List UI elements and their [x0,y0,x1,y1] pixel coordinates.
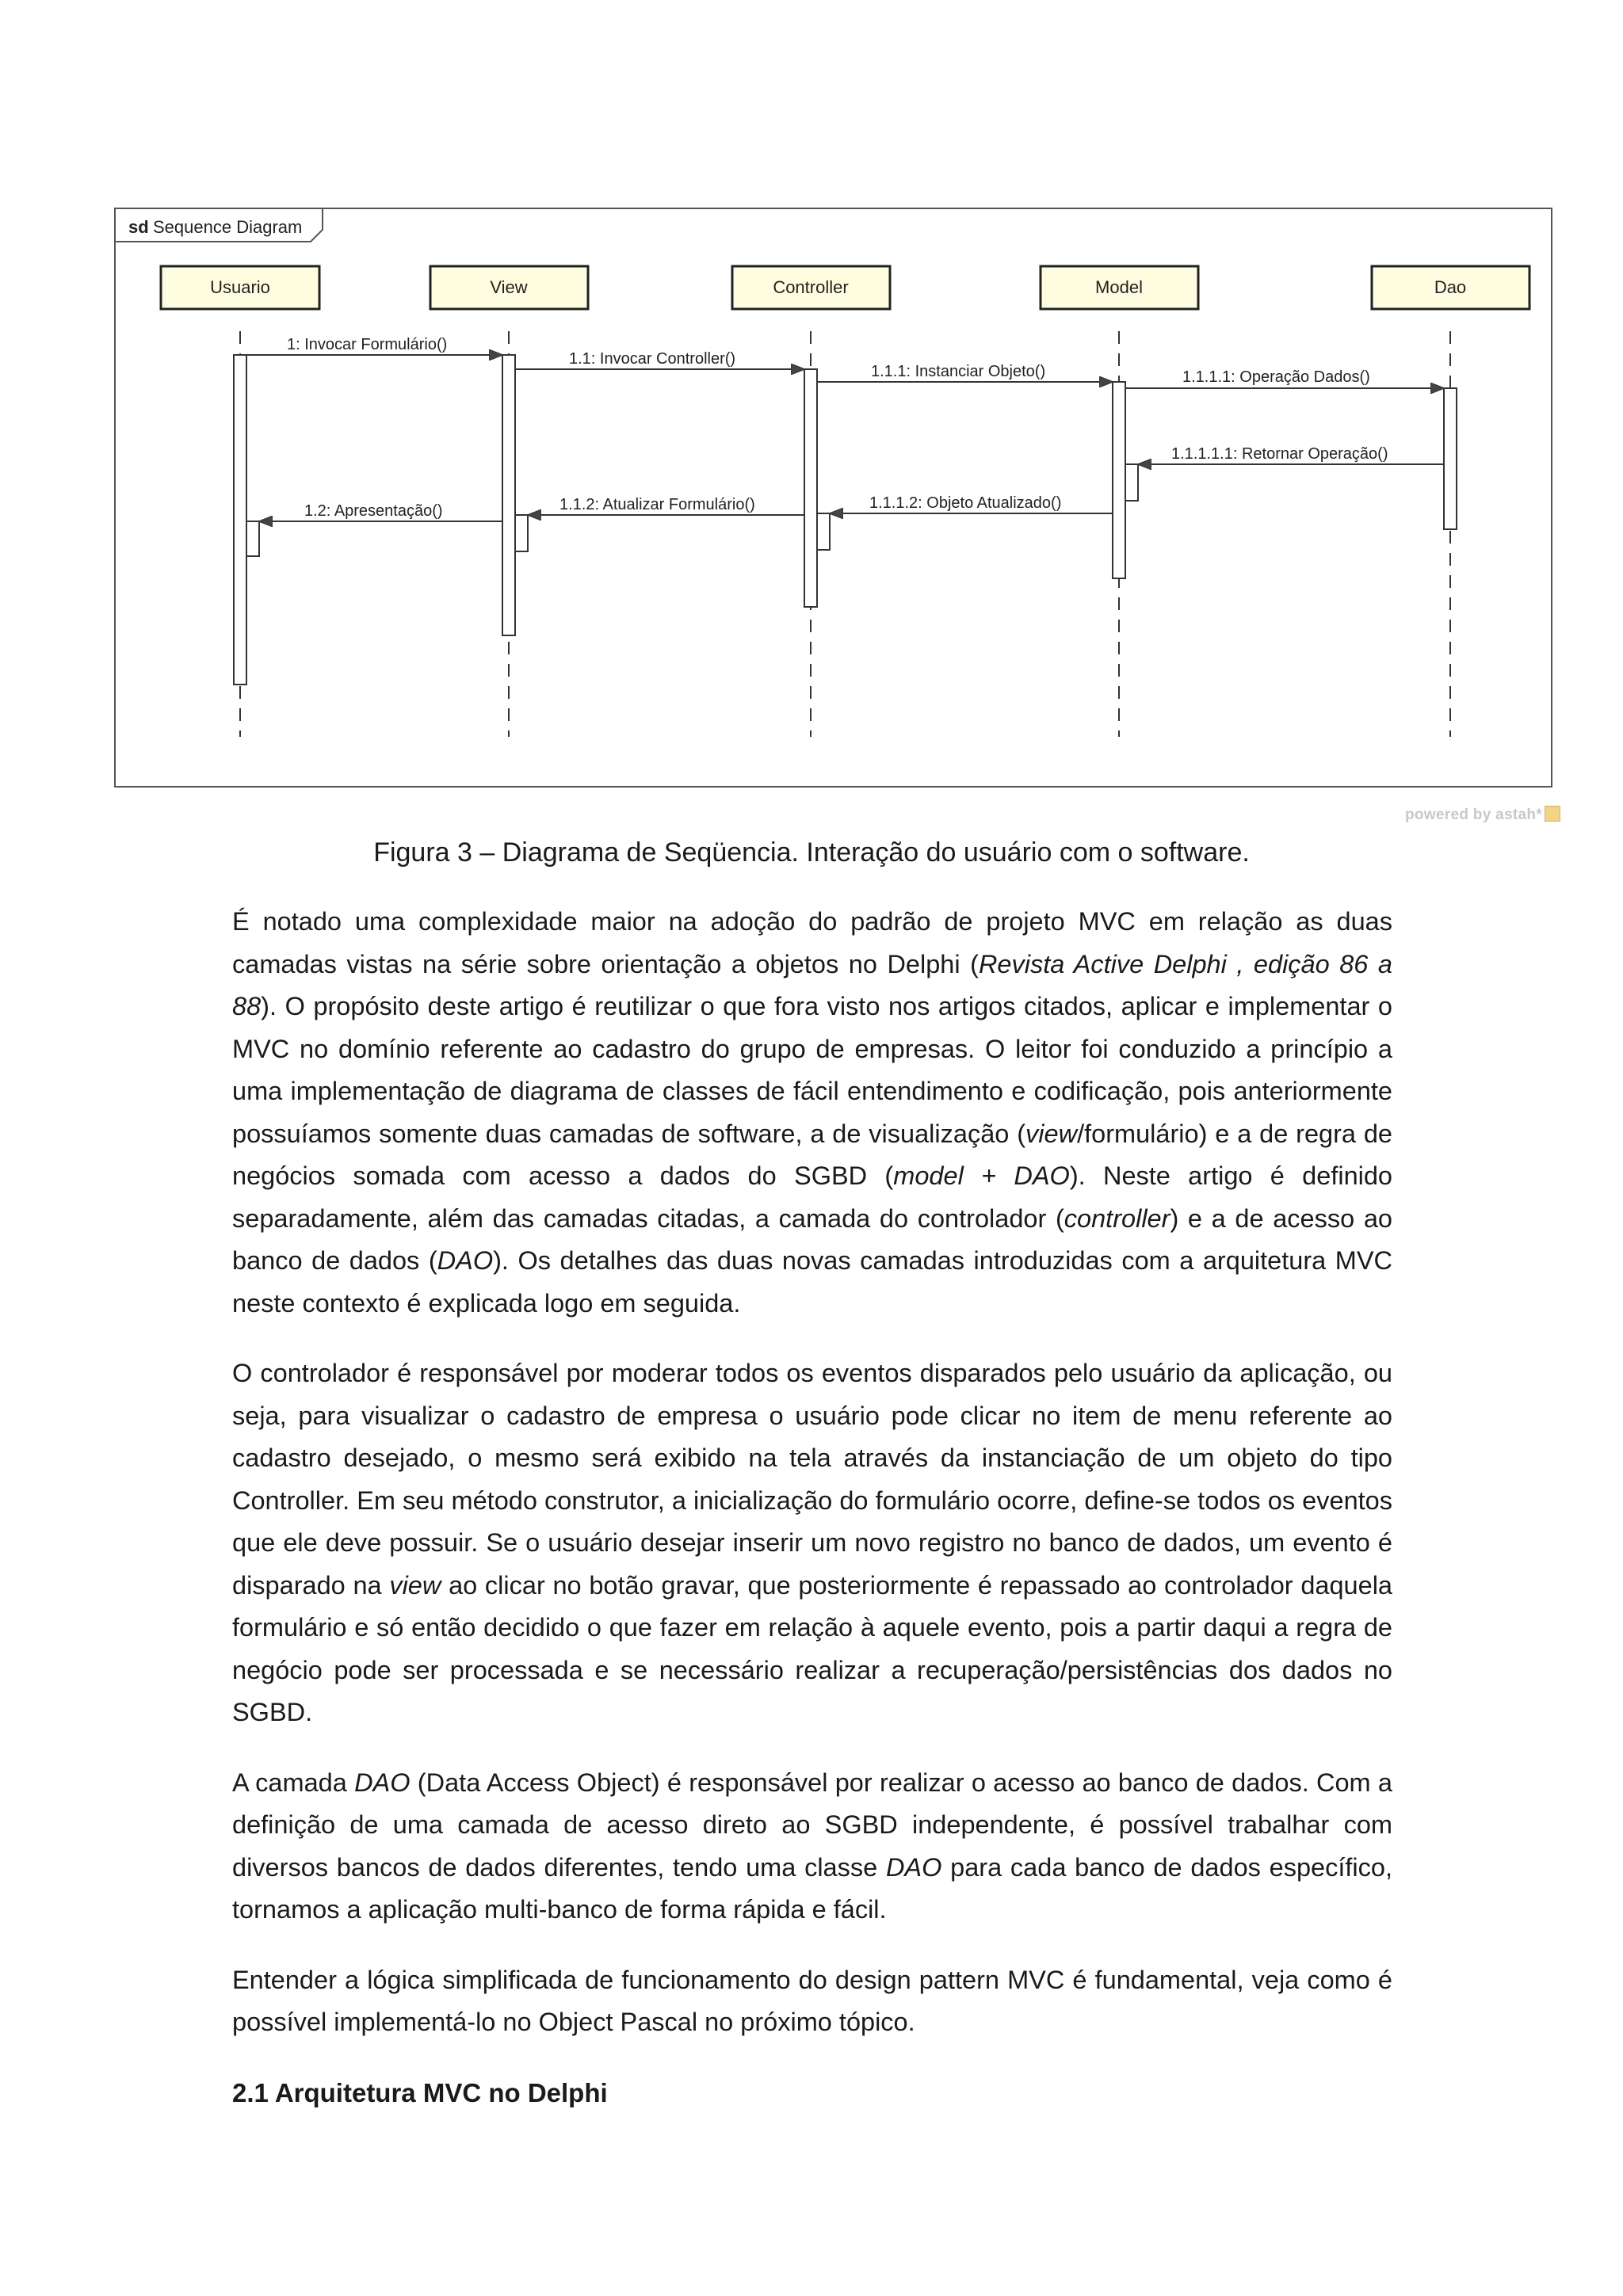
activation-controller [804,369,817,607]
paragraph-4: Entender a lógica simplificada de funcionamento do design pattern MVC é fundamental, veja como é possível implementá-lo no Object Pascal no próximo tópico. [232,1965,1392,2036]
svg-text:Usuario: Usuario [210,277,270,297]
paragraph-2: O controlador é responsável por moderar todos os eventos disparados pelo usuário da aplicação, ou seja, para visualizar o cadastro de empresa o usuário pode clicar no item de menu referente ao cadastro desejado, o mesmo será exibido na tela através da instanciação de um objeto do tipo Controller. Em seu método construtor, a inicialização do formulário ocorre, define-se todos os eventos que ele deve possuir. Se o usuário desejar inserir um novo registro no banco de dados, um evento é disparado na view ao clicar no botão gravar, que posteriormente é repassado ao controlador daquela formulário e só então decidido o que fazer em relação à aquele evento, pois a partir daqui a regra de negócio pode ser processada e se necessário realizar a recuperação/persistências dos dados no SGBD. [232,1359,1392,1726]
lifeline-dao [1372,266,1529,309]
lifeline-view [430,266,588,309]
activation-usuario-self [246,521,259,556]
lifeline-usuario [161,266,319,309]
activation-view [502,355,515,635]
svg-text:View: View [490,277,528,297]
message-1-1-1-1-label: 1.1.1.1: Operação Dados() [1182,368,1370,386]
frame-label: Sequence Diagram [153,217,303,237]
lifeline-model [1041,266,1198,309]
paragraph-1: É notado uma complexidade maior na adoção do padrão de projeto MVC em relação as duas camadas vistas na série sobre orientação a objetos no Delphi (Revista Active Delphi , edição 86 a 88). O propósito deste artigo é reutilizar o que fora visto nos artigos citados, aplicar e implementar o MVC no domínio referente ao cadastro do grupo de empresas. O leitor foi conduzido a princípio a uma implementação de diagrama de classes de fácil entendimento e codificação, pois anteriormente possuíamos somente duas camadas de software, a de visualização (view/formulário) e a de regra de negócios somada com acesso a dados do SGBD (model + DAO). Neste artigo é definido separadamente, além das camadas citadas, a camada do controlador (controller) e a de acesso ao banco de dados (DAO). Os detalhes das duas novas camadas introduzidas com a arquitetura MVC neste contexto é explicada logo em seguida. [232,907,1393,1318]
message-1-1-2-label: 1.1.2: Atualizar Formulário() [559,496,755,513]
message-1-label: 1: Invocar Formulário() [287,336,448,353]
activation-model [1113,382,1125,578]
section-heading: 2.1 Arquitetura MVC no Delphi [232,2077,608,2107]
activation-view-self [515,515,528,551]
activation-model-self [1125,464,1138,501]
astah-logo-icon [1545,806,1560,822]
sequence-diagram [0,0,1623,824]
activation-controller-self [817,513,830,550]
powered-by-text: powered by astah* [1405,807,1542,823]
powered-by-astah [1405,806,1560,824]
message-1-1-1-label: 1.1.1: Instanciar Objeto() [871,363,1046,380]
activation-dao [1444,388,1457,529]
paragraph-3: A camada DAO (Data Access Object) é responsável por realizar o acesso ao banco de dados. Com a definição de uma camada de acesso direto ao SGBD independente, é possível trabalhar com diversos bancos de dados diferentes, tendo uma classe DAO para cada banco de dados específico, tornamos a aplicação multi-banco de forma rápida e fácil. [232,1768,1392,1924]
frame-label-sd: sd [128,217,149,237]
svg-text:Dao: Dao [1434,277,1467,297]
message-1-1-1-2-label: 1.1.1.2: Objeto Atualizado() [869,494,1062,512]
message-1-2-label: 1.2: Apresentação() [304,502,443,520]
figure-caption: Figura 3 – Diagrama de Seqüencia. Interação do usuário com o software. [373,837,1250,868]
lifeline-controller [732,266,890,309]
message-1-1-label: 1.1: Invocar Controller() [569,350,736,368]
activation-usuario [234,355,246,685]
svg-text:Model: Model [1095,277,1143,297]
article-body [232,901,1392,2114]
message-1-1-1-1-1-label: 1.1.1.1.1: Retornar Operação() [1171,445,1388,463]
svg-text:Controller: Controller [773,277,849,297]
